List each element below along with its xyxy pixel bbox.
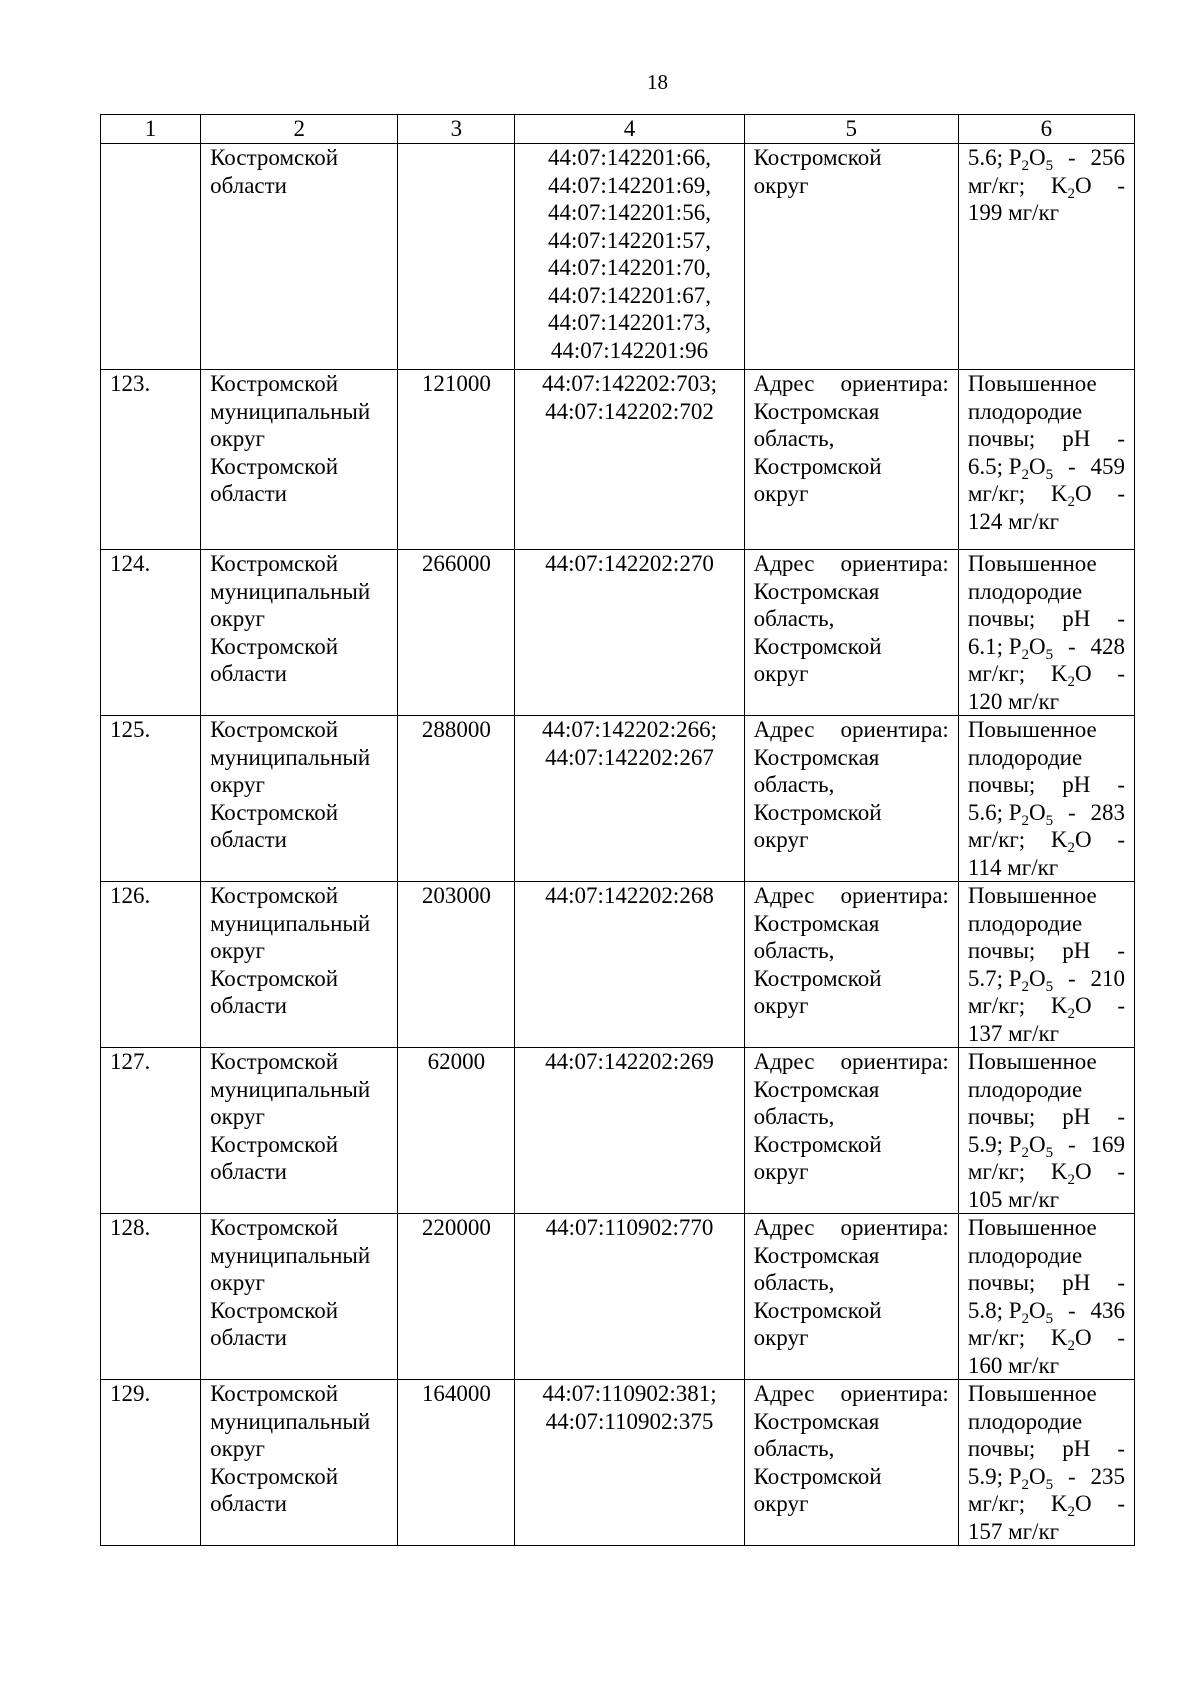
municipality-line: области xyxy=(210,1325,287,1350)
table-row xyxy=(101,370,1135,550)
address-line: Костромской xyxy=(753,1463,882,1489)
fertility-line: Повышенное xyxy=(967,371,1097,396)
cadastral-cell xyxy=(515,882,744,1048)
fertility-line: 137 мг/кг xyxy=(967,1020,1060,1046)
municipality-line: области xyxy=(210,481,287,506)
cadastral-number: 44:07:110902:770 xyxy=(545,1215,714,1240)
table-row xyxy=(101,1048,1135,1214)
row-number-cell: 123. xyxy=(101,370,201,550)
municipality-line: муниципальный xyxy=(210,1242,371,1268)
address-line: Адрес ориентира: xyxy=(753,551,949,576)
k2o-value: 157 xyxy=(967,1518,1003,1544)
cadastral-number: 44:07:142202:703; xyxy=(541,371,718,396)
address-cell xyxy=(744,144,958,370)
fertility-line: мг/кг; $K_2O$ - xyxy=(967,1325,1125,1354)
fertility-line: Повышенное xyxy=(967,717,1097,742)
row-number-cell: 124. xyxy=(101,550,201,716)
cadastral-cell xyxy=(515,716,744,882)
k2o-value: 160 xyxy=(967,1352,1003,1378)
page-number: 18 xyxy=(647,70,668,94)
municipality-line: Костромской xyxy=(210,145,339,170)
municipality-cell xyxy=(201,1214,398,1380)
address-line: Костромской xyxy=(753,145,882,170)
municipality-line: Костромской xyxy=(210,965,339,991)
municipality-line: округ xyxy=(210,938,265,963)
fertility-line: Повышенное xyxy=(967,883,1097,908)
cadastral-number: 44:07:110902:375 xyxy=(545,1408,714,1434)
address-line: округ xyxy=(753,827,809,852)
fertility-line: плодородие xyxy=(967,578,1083,604)
municipality-line: Костромской xyxy=(210,453,339,479)
fertility-line: 6.5; $P_2O_5$ - 459 xyxy=(967,453,1125,483)
p2o5-value: 169 xyxy=(1090,1131,1125,1157)
address-line: округ xyxy=(753,172,809,198)
cadastral-cell xyxy=(515,1048,744,1214)
address-line: область, xyxy=(753,1104,835,1129)
fertility-line: 105 мг/кг xyxy=(967,1186,1060,1212)
column-header: 1 xyxy=(101,115,201,144)
municipality-line: области xyxy=(210,172,287,198)
row-number-cell xyxy=(101,144,201,370)
address-line: Костромская xyxy=(753,1408,880,1434)
fertility-line: 5.6; $P_2O_5$ - 283 xyxy=(967,799,1125,829)
row-number-cell: 127. xyxy=(101,1048,201,1214)
fertility-line: мг/кг; $K_2O$ - xyxy=(967,993,1125,1022)
fertility-line: 124 мг/кг xyxy=(967,508,1060,534)
municipality-cell xyxy=(201,144,398,370)
address-line: Адрес ориентира: xyxy=(753,1381,949,1406)
cadastral-number: 44:07:142202:702 xyxy=(545,398,714,424)
cadastral-number: 44:07:142201:67, xyxy=(548,282,711,308)
municipality-cell xyxy=(201,1380,398,1546)
area-cell: 62000 xyxy=(398,1048,515,1214)
fertility-line: 5.8; $P_2O_5$ - 436 xyxy=(967,1297,1125,1327)
municipality-line: муниципальный xyxy=(210,398,371,424)
fertility-line: плодородие xyxy=(967,398,1083,424)
fertility-cell xyxy=(958,1048,1134,1214)
p2o5-value: 459 xyxy=(1090,453,1125,479)
fertility-line: почвы; pH - xyxy=(967,1436,1125,1461)
address-line: Костромская xyxy=(753,910,880,936)
fertility-line: Повышенное xyxy=(967,1049,1097,1074)
fertility-line: мг/кг; $K_2O$ - xyxy=(967,172,1125,202)
address-cell xyxy=(744,716,958,882)
address-line: Костромской xyxy=(753,1297,882,1323)
fertility-line: 120 мг/кг xyxy=(967,688,1060,714)
address-line: Адрес ориентира: xyxy=(753,1049,949,1074)
municipality-line: Костромской xyxy=(210,633,339,659)
address-line: округ xyxy=(753,1159,809,1184)
area-cell: 203000 xyxy=(398,882,515,1048)
column-header: 6 xyxy=(958,115,1134,144)
fertility-line: почвы; pH - xyxy=(967,772,1125,797)
k2o-value: 120 xyxy=(967,688,1003,714)
table-row xyxy=(101,716,1135,882)
cadastral-number: 44:07:142202:268 xyxy=(545,883,714,908)
fertility-line: мг/кг; $K_2O$ - xyxy=(967,827,1125,856)
table-row xyxy=(101,1380,1135,1546)
fertility-line: плодородие xyxy=(967,1242,1083,1268)
address-line: Костромская xyxy=(753,398,880,424)
area-cell: 121000 xyxy=(398,370,515,550)
p2o5-value: 428 xyxy=(1090,633,1125,659)
municipality-line: округ xyxy=(210,1104,265,1129)
fertility-line: 5.7; $P_2O_5$ - 210 xyxy=(967,965,1125,995)
row-number-cell: 126. xyxy=(101,882,201,1048)
land-plots-table xyxy=(100,114,1135,1546)
row-number-cell: 129. xyxy=(101,1380,201,1546)
address-cell xyxy=(744,882,958,1048)
address-cell xyxy=(744,370,958,550)
area-cell: 164000 xyxy=(398,1380,515,1546)
fertility-line: 199 мг/кг xyxy=(967,200,1060,225)
address-line: округ xyxy=(753,661,809,686)
cadastral-number: 44:07:142202:267 xyxy=(545,744,714,770)
k2o-value: 137 xyxy=(967,1020,1003,1046)
address-line: область, xyxy=(753,426,835,451)
address-line: Адрес ориентира: xyxy=(753,717,949,742)
address-cell xyxy=(744,550,958,716)
address-line: Адрес ориентира: xyxy=(753,371,949,396)
address-cell xyxy=(744,1380,958,1546)
ph-value: 5.9 xyxy=(967,1463,997,1489)
address-line: область, xyxy=(753,938,835,963)
address-line: округ xyxy=(753,993,809,1018)
address-line: область, xyxy=(753,772,835,797)
address-line: округ xyxy=(753,1325,809,1350)
address-line: Адрес ориентира: xyxy=(753,1215,949,1240)
ph-value: 5.8 xyxy=(967,1297,997,1323)
municipality-line: округ xyxy=(210,1436,265,1461)
fertility-line: Повышенное xyxy=(967,1215,1097,1240)
address-line: Костромская xyxy=(753,1242,880,1268)
municipality-line: области xyxy=(210,827,287,852)
address-line: Костромской xyxy=(753,1131,882,1157)
cadastral-cell xyxy=(515,370,744,550)
fertility-cell xyxy=(958,716,1134,882)
ph-value: 6.1 xyxy=(967,633,997,659)
fertility-line: почвы; pH - xyxy=(967,938,1125,963)
fertility-line: 5.6; $P_2O_5$ - 256 xyxy=(967,145,1125,174)
municipality-line: области xyxy=(210,1159,287,1184)
p2o5-value: 256 xyxy=(1090,145,1125,170)
ph-value: 5.7 xyxy=(967,965,997,991)
fertility-line: Повышенное xyxy=(967,1381,1097,1406)
address-line: округ xyxy=(753,481,809,506)
column-number-header-row xyxy=(101,115,1135,144)
table-row xyxy=(101,1214,1135,1380)
municipality-cell xyxy=(201,882,398,1048)
cadastral-number: 44:07:142201:56, xyxy=(548,200,711,225)
address-line: Костромской xyxy=(753,453,882,479)
column-header: 5 xyxy=(744,115,958,144)
cadastral-cell xyxy=(515,144,744,370)
address-line: Костромская xyxy=(753,1076,880,1102)
municipality-line: муниципальный xyxy=(210,1076,371,1102)
k2o-value: 199 xyxy=(967,200,1003,225)
fertility-cell xyxy=(958,370,1134,550)
municipality-line: округ xyxy=(210,772,265,797)
municipality-line: Костромской xyxy=(210,1297,339,1323)
municipality-line: Костромской xyxy=(210,1131,339,1157)
municipality-line: Костромской xyxy=(210,371,339,396)
municipality-cell xyxy=(201,550,398,716)
municipality-line: Костромской xyxy=(210,1215,339,1240)
municipality-line: округ xyxy=(210,1270,265,1295)
municipality-line: муниципальный xyxy=(210,744,371,770)
cadastral-number: 44:07:142202:269 xyxy=(545,1049,714,1074)
fertility-line: Повышенное xyxy=(967,551,1097,576)
cadastral-number: 44:07:142201:66, xyxy=(548,145,711,170)
address-line: Костромской xyxy=(753,633,882,659)
address-line: область, xyxy=(753,606,835,631)
municipality-line: муниципальный xyxy=(210,1408,371,1434)
municipality-line: Костромской xyxy=(210,1049,339,1074)
municipality-line: области xyxy=(210,993,287,1018)
cadastral-cell xyxy=(515,1380,744,1546)
fertility-line: плодородие xyxy=(967,910,1083,936)
fertility-line: 5.9; $P_2O_5$ - 169 xyxy=(967,1131,1125,1161)
ph-value: 5.6 xyxy=(967,799,997,825)
column-header: 3 xyxy=(398,115,515,144)
address-line: Костромская xyxy=(753,578,880,604)
municipality-line: Костромской xyxy=(210,717,339,742)
cadastral-cell xyxy=(515,1214,744,1380)
k2o-value: 105 xyxy=(967,1186,1003,1212)
column-header: 2 xyxy=(201,115,398,144)
fertility-line: плодородие xyxy=(967,1076,1083,1102)
municipality-line: области xyxy=(210,661,287,686)
fertility-line: мг/кг; $K_2O$ - xyxy=(967,661,1125,690)
municipality-line: Костромской xyxy=(210,551,339,576)
p2o5-value: 235 xyxy=(1090,1463,1125,1489)
municipality-line: Костромской xyxy=(210,1463,339,1489)
fertility-line: мг/кг; $K_2O$ - xyxy=(967,1491,1125,1520)
address-line: Костромской xyxy=(753,799,882,825)
area-cell xyxy=(398,144,515,370)
area-cell: 266000 xyxy=(398,550,515,716)
municipality-line: муниципальный xyxy=(210,578,371,604)
k2o-value: 114 xyxy=(967,854,1002,880)
k2o-value: 124 xyxy=(967,508,1003,534)
cadastral-number: 44:07:142201:69, xyxy=(548,172,711,198)
fertility-line: мг/кг; $K_2O$ - xyxy=(967,1159,1125,1188)
fertility-line: 5.9; $P_2O_5$ - 235 xyxy=(967,1463,1125,1493)
municipality-line: Костромской xyxy=(210,883,339,908)
cadastral-cell xyxy=(515,550,744,716)
municipality-line: округ xyxy=(210,426,265,451)
address-line: область, xyxy=(753,1436,835,1461)
municipality-line: Костромской xyxy=(210,1381,339,1406)
cadastral-number: 44:07:142201:96 xyxy=(550,337,709,363)
cadastral-number: 44:07:142202:270 xyxy=(545,551,714,576)
area-cell: 220000 xyxy=(398,1214,515,1380)
p2o5-value: 436 xyxy=(1090,1297,1125,1323)
municipality-cell xyxy=(201,370,398,550)
cadastral-number: 44:07:142201:73, xyxy=(548,310,711,335)
address-line: округ xyxy=(753,1491,809,1516)
fertility-line: почвы; pH - xyxy=(967,426,1125,451)
p2o5-value: 283 xyxy=(1090,799,1125,825)
fertility-line: 157 мг/кг xyxy=(967,1518,1060,1544)
fertility-line: плодородие xyxy=(967,1408,1083,1434)
row-number-cell: 125. xyxy=(101,716,201,882)
address-line: Костромская xyxy=(753,744,880,770)
municipality-cell xyxy=(201,1048,398,1214)
address-cell xyxy=(744,1214,958,1380)
table-row xyxy=(101,550,1135,716)
ph-value: 5.6 xyxy=(967,145,997,170)
fertility-line: почвы; pH - xyxy=(967,1104,1125,1129)
municipality-line: области xyxy=(210,1491,287,1516)
address-cell xyxy=(744,1048,958,1214)
ph-value: 6.5 xyxy=(967,453,997,479)
fertility-line: почвы; pH - xyxy=(967,1270,1125,1295)
fertility-cell xyxy=(958,144,1134,370)
fertility-cell xyxy=(958,1214,1134,1380)
municipality-line: муниципальный xyxy=(210,910,371,936)
fertility-line: плодородие xyxy=(967,744,1083,770)
cadastral-number: 44:07:142201:70, xyxy=(548,255,711,280)
column-header: 4 xyxy=(515,115,744,144)
fertility-line: 114 мг/кг xyxy=(967,854,1059,880)
fertility-cell xyxy=(958,1380,1134,1546)
fertility-line: 160 мг/кг xyxy=(967,1352,1060,1378)
row-number-cell: 128. xyxy=(101,1214,201,1380)
address-line: область, xyxy=(753,1270,835,1295)
table-row-continuation xyxy=(101,144,1135,370)
address-line: Костромской xyxy=(753,965,882,991)
municipality-line: Костромской xyxy=(210,799,339,825)
p2o5-value: 210 xyxy=(1090,965,1125,991)
municipality-line: округ xyxy=(210,606,265,631)
cadastral-number: 44:07:142202:266; xyxy=(541,717,718,742)
municipality-cell xyxy=(201,716,398,882)
ph-value: 5.9 xyxy=(967,1131,997,1157)
address-line: Адрес ориентира: xyxy=(753,883,949,908)
fertility-line: 6.1; $P_2O_5$ - 428 xyxy=(967,633,1125,663)
fertility-cell xyxy=(958,550,1134,716)
cadastral-number: 44:07:110902:381; xyxy=(542,1381,717,1406)
fertility-line: мг/кг; $K_2O$ - xyxy=(967,481,1125,510)
table-row xyxy=(101,882,1135,1048)
area-cell: 288000 xyxy=(398,716,515,882)
fertility-cell xyxy=(958,882,1134,1048)
fertility-line: почвы; pH - xyxy=(967,606,1125,631)
cadastral-number: 44:07:142201:57, xyxy=(548,227,711,253)
